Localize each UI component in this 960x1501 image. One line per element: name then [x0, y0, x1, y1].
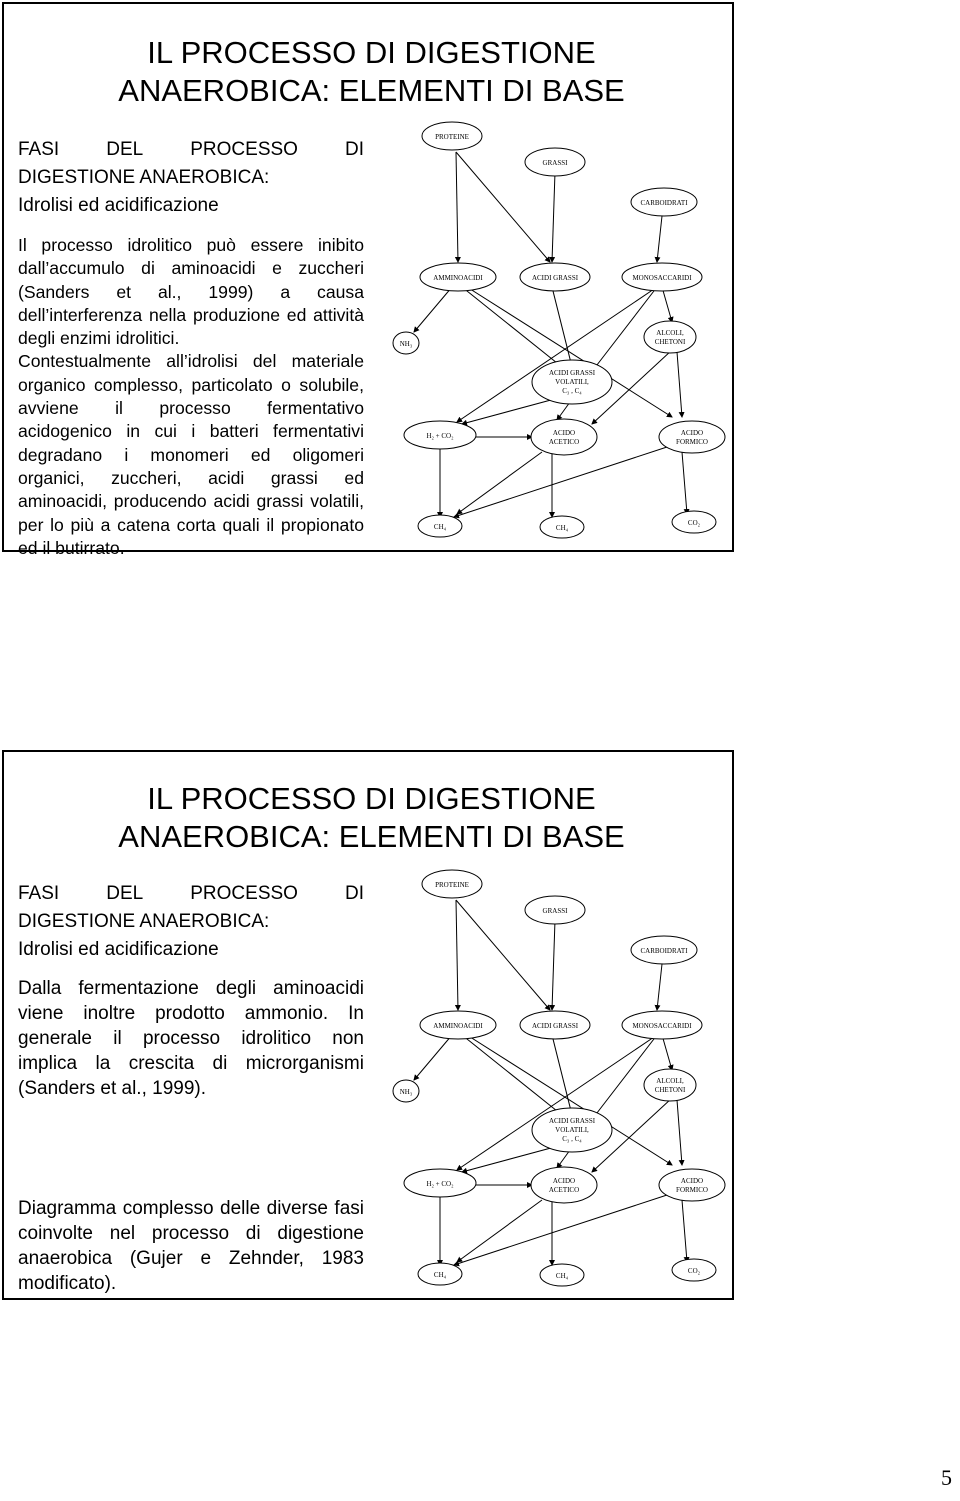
section-heading	[18, 880, 364, 964]
fasi-word: DI	[345, 883, 364, 904]
fasi-line-1	[18, 136, 364, 164]
fasi-line-3: Idrolisi ed acidificazione	[18, 939, 219, 960]
fasi-line-2: DIGESTIONE ANAEROBICA:	[18, 167, 270, 188]
node-nh3: NH₃	[399, 340, 413, 348]
slide-2	[2, 750, 734, 1300]
node-chetoni: CHETONI	[654, 338, 686, 346]
node-agv-line1: ACIDI GRASSI	[548, 369, 596, 377]
title-line-1: IL PROCESSO DI DIGESTIONE	[147, 35, 596, 70]
node-carboidrati: CARBOIDRATI	[640, 947, 688, 955]
node-acido-formico-2: FORMICO	[676, 438, 708, 446]
title-line-1: IL PROCESSO DI DIGESTIONE	[147, 781, 596, 816]
node-acido-acetico-1: ACIDO	[552, 1177, 576, 1185]
node-acido-acetico-1: ACIDO	[552, 429, 576, 437]
fasi-line-1	[18, 880, 364, 908]
fasi-word: DI	[345, 139, 364, 160]
node-h2-co2: H₂ + CO₂	[426, 432, 454, 440]
fasi-line-2: DIGESTIONE ANAEROBICA:	[18, 911, 270, 932]
caption: Diagramma complesso delle diverse fasi coinvolte nel processo di digestione anaerobica (Gujer e Zehnder, 1983 modificato).	[18, 1198, 364, 1294]
node-agv-line3: C₃ , C₄	[562, 387, 582, 395]
node-ch4: CH₄	[555, 1272, 569, 1280]
node-acido-formico-1: ACIDO	[680, 1177, 704, 1185]
node-acidi-grassi: ACIDI GRASSI	[531, 274, 579, 282]
node-h2-co2: H₂ + CO₂	[426, 1180, 454, 1188]
fasi-word: FASI	[18, 883, 60, 904]
node-acido-acetico-2: ACETICO	[548, 438, 580, 446]
fasi-word: PROCESSO	[190, 139, 298, 160]
section-heading	[18, 136, 364, 220]
diagram-caption	[18, 1196, 364, 1296]
fasi-word: DEL	[106, 883, 144, 904]
node-amminoacidi: AMMINOACIDI	[433, 1022, 483, 1030]
node-alcoli: ALCOLI,	[656, 1077, 684, 1085]
node-monosaccaridi: MONOSACCARIDI	[632, 1022, 692, 1030]
node-proteine: PROTEINE	[435, 881, 469, 889]
node-co2: CO₂	[687, 1267, 701, 1275]
node-agv-line2: VOLATILI,	[555, 1126, 589, 1134]
body-text	[18, 234, 364, 560]
paragraph: Contestualmente all’idrolisi del materiale organico complesso, particolato o solubile, avviene il processo fermentativo acidogenico in cui i batteri fermentativi degradano i monomeri ed oligomeri organici, zuccheri, acidi grassi ed aminoacidi, producendo acidi grassi volatili, per lo più a catena corta quali il propionato ed il butirrato.	[18, 351, 364, 558]
node-agv-line1: ACIDI GRASSI	[548, 1117, 596, 1125]
digestion-diagram	[392, 860, 732, 1300]
title-line-2: ANAEROBICA: ELEMENTI DI BASE	[118, 73, 625, 108]
fasi-word: PROCESSO	[190, 883, 298, 904]
fasi-word: DEL	[106, 139, 144, 160]
page-number: 5	[941, 1465, 952, 1490]
fasi-word: FASI	[18, 139, 60, 160]
node-chetoni: CHETONI	[654, 1086, 686, 1094]
node-alcoli: ALCOLI,	[656, 329, 684, 337]
title-line-2: ANAEROBICA: ELEMENTI DI BASE	[118, 819, 625, 854]
node-acido-formico-2: FORMICO	[676, 1186, 708, 1194]
node-grassi: GRASSI	[542, 907, 568, 915]
node-acidi-grassi: ACIDI GRASSI	[531, 1022, 579, 1030]
fasi-line-3: Idrolisi ed acidificazione	[18, 195, 219, 216]
slide-title	[99, 34, 644, 110]
body-text	[18, 976, 364, 1101]
node-co2: CO₂	[687, 519, 701, 527]
node-nh3: NH₃	[399, 1088, 413, 1096]
node-ch4: CH₄	[555, 524, 569, 532]
node-acido-formico-1: ACIDO	[680, 429, 704, 437]
slide-1	[2, 2, 734, 558]
digestion-diagram	[392, 112, 732, 552]
node-monosaccaridi: MONOSACCARIDI	[632, 274, 692, 282]
node-proteine: PROTEINE	[435, 133, 469, 141]
paragraph: Il processo idrolitico può essere inibito dall’accumulo di aminoacidi e zuccheri (Sanders et al., 1999) a causa dell’interferenza nella produzione ed attività degli enzimi idrolitici.	[18, 235, 364, 349]
node-ch4: CH₄	[433, 523, 447, 531]
node-carboidrati: CARBOIDRATI	[640, 199, 688, 207]
node-agv-line3: C₃ , C₄	[562, 1135, 582, 1143]
paragraph: Dalla fermentazione degli aminoacidi viene inoltre prodotto ammonio. In generale il processo idrolitico non implica la crescita di microrganismi (Sanders et al., 1999).	[18, 978, 364, 1099]
slide-title	[99, 780, 644, 856]
node-agv-line2: VOLATILI,	[555, 378, 589, 386]
node-ch4: CH₄	[433, 1271, 447, 1279]
node-acido-acetico-2: ACETICO	[548, 1186, 580, 1194]
node-amminoacidi: AMMINOACIDI	[433, 274, 483, 282]
node-grassi: GRASSI	[542, 159, 568, 167]
